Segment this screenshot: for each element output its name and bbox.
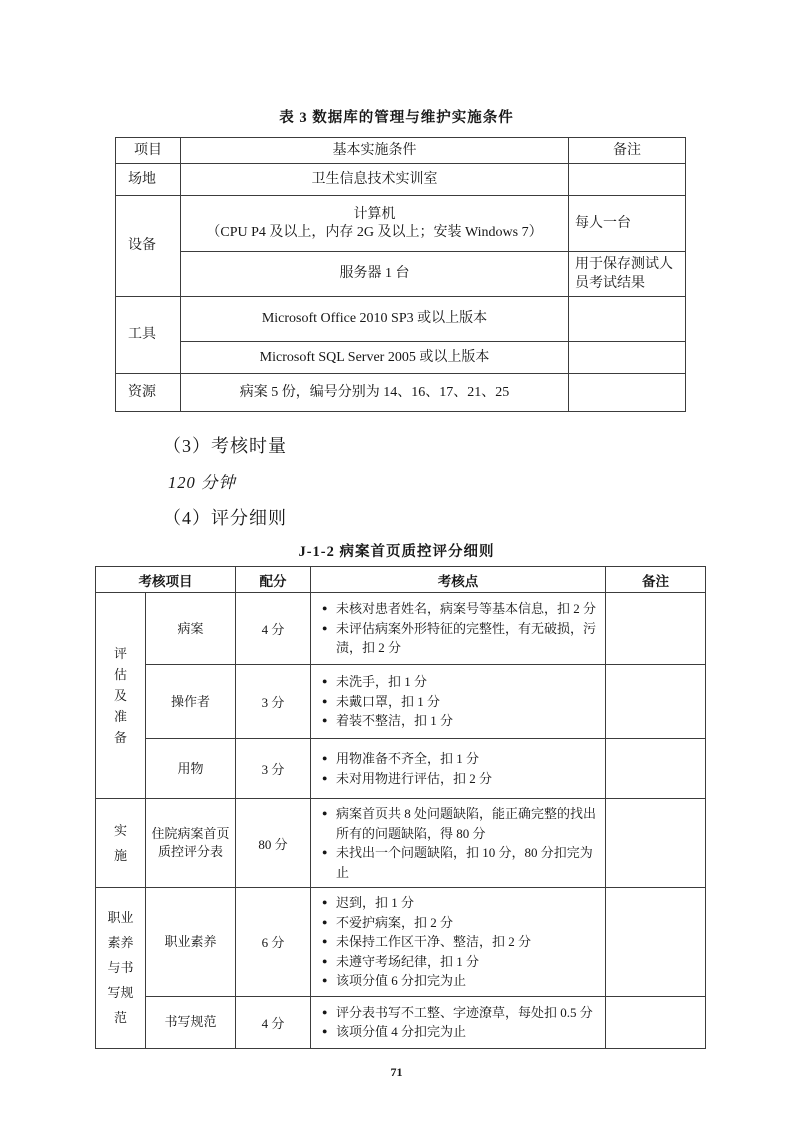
table1-header-condition: 基本实施条件 xyxy=(181,138,569,164)
bullet-icon: ● xyxy=(322,772,328,783)
table1-title: 表 3 数据库的管理与维护实施条件 xyxy=(279,110,514,126)
point-item xyxy=(322,843,597,882)
note-cell-sqlserver xyxy=(569,342,686,374)
computer-line1: 计算机 xyxy=(353,206,396,222)
condition-cell-resources: 病案 5 份，编号分别为 14、16、17、21、25 xyxy=(181,374,569,412)
note-cell-server: 用于保存测试人员考试结果 xyxy=(569,252,686,297)
point-text: 着装不整洁，扣 1 分 xyxy=(336,713,454,729)
bullet-icon: ● xyxy=(322,753,328,763)
item-cell-materials: 用物 xyxy=(146,739,236,799)
point-text: 未找出一个问题缺陷，扣 10 分，80 分扣完为止 xyxy=(336,845,593,880)
item-cell-operator: 操作者 xyxy=(146,665,236,739)
point-item xyxy=(322,893,597,913)
point-item xyxy=(322,932,597,952)
bullet-icon: ● xyxy=(322,676,328,687)
point-item xyxy=(322,619,597,658)
point-text: 该项分值 6 分扣完为止 xyxy=(336,973,467,988)
computer-line2: （CPU P4 及以上，内存 2G 及以上；安装 Windows 7） xyxy=(206,224,543,240)
bullet-icon: ● xyxy=(322,1026,328,1036)
table1-header-item: 项目 xyxy=(116,138,181,164)
bullet-icon: ● xyxy=(322,897,328,907)
point-text: 未洗手，扣 1 分 xyxy=(336,674,428,690)
score-cell-qc-score-sheet: 80 分 xyxy=(236,799,311,888)
point-text: 该项分值 4 分扣完为止 xyxy=(336,1024,467,1039)
note-cell-venue xyxy=(569,164,686,196)
item-cell-professionalism: 职业素养 xyxy=(146,888,236,997)
score-cell-operator: 3 分 xyxy=(236,665,311,739)
bullet-icon: ● xyxy=(322,936,328,946)
point-item xyxy=(322,913,597,933)
points-cell-professionalism xyxy=(311,888,606,997)
points-cell-medical-record xyxy=(311,593,606,665)
score-cell-materials: 3 分 xyxy=(236,739,311,799)
group-cell-professionalism-writing xyxy=(96,888,146,1049)
point-text: 未保持工作区干净、整洁，扣 2 分 xyxy=(336,934,532,949)
point-item xyxy=(322,599,597,619)
point-text: 未对用物进行评估，扣 2 分 xyxy=(336,770,493,786)
points-cell-materials xyxy=(311,739,606,799)
note-cell-medical-record xyxy=(606,593,706,665)
point-item xyxy=(322,672,597,692)
note-cell-operator xyxy=(606,665,706,739)
point-item xyxy=(322,1022,597,1042)
item-cell-tools: 工具 xyxy=(116,297,181,374)
table2-header-points: 考核点 xyxy=(311,567,606,593)
note-cell-computer: 每人一台 xyxy=(569,196,686,252)
note-cell-qc-score-sheet xyxy=(606,799,706,888)
points-cell-qc-score-sheet xyxy=(311,799,606,888)
point-item xyxy=(322,692,597,712)
condition-cell-venue: 卫生信息技术实训室 xyxy=(181,164,569,196)
point-item xyxy=(322,711,597,731)
bullet-icon: ● xyxy=(322,847,328,857)
point-item xyxy=(322,1003,597,1023)
bullet-icon: ● xyxy=(322,975,328,985)
score-cell-writing-standard: 4 分 xyxy=(236,996,311,1048)
point-text: 未评估病案外形特征的完整性，有无破损，污渍，扣 2 分 xyxy=(336,620,597,656)
table2-header-project: 考核项目 xyxy=(96,567,236,593)
note-cell-professionalism xyxy=(606,888,706,997)
item-cell-resources: 资源 xyxy=(116,374,181,412)
bullet-icon: ● xyxy=(322,603,328,614)
point-text: 未核对患者姓名，病案号等基本信息，扣 2 分 xyxy=(336,601,597,617)
bullet-icon: ● xyxy=(322,955,328,966)
item-cell-venue: 场地 xyxy=(116,164,181,196)
table2-header-score: 配分 xyxy=(236,567,311,593)
point-item xyxy=(322,952,597,972)
bullet-icon: ● xyxy=(322,1006,328,1017)
point-item xyxy=(322,971,597,991)
note-cell-writing-standard xyxy=(606,996,706,1048)
condition-cell-office: Microsoft Office 2010 SP3 或以上版本 xyxy=(181,297,569,342)
item-cell-writing-standard: 书写规范 xyxy=(146,996,236,1048)
bullet-icon: ● xyxy=(322,715,328,726)
group-label-professionalism-writing: 职业素养与书写规范 xyxy=(107,910,134,1026)
point-text: 未戴口罩，扣 1 分 xyxy=(336,693,441,709)
point-text: 评分表书写不工整、字迹潦草，每处扣 0.5 分 xyxy=(336,1004,593,1020)
group-cell-implementation xyxy=(96,799,146,888)
group-label-evaluation-preparation: 评估及准备 xyxy=(113,646,127,745)
note-cell-resources xyxy=(569,374,686,412)
table2-title: J-1-2 病案首页质控评分细则 xyxy=(298,544,495,560)
point-text: 未遵守考场纪律，扣 1 分 xyxy=(336,953,480,969)
table2-header-note: 备注 xyxy=(606,567,706,593)
bullet-icon: ● xyxy=(322,622,328,633)
point-item xyxy=(322,804,597,843)
point-text: 不爱护病案，扣 2 分 xyxy=(336,914,454,930)
note-cell-office xyxy=(569,297,686,342)
points-cell-operator xyxy=(311,665,606,739)
bullet-icon: ● xyxy=(322,808,328,818)
condition-cell-server: 服务器 1 台 xyxy=(181,252,569,297)
point-text: 病案首页共 8 处问题缺陷，能正确完整的找出所有的问题缺陷，得 80 分 xyxy=(336,806,597,841)
points-cell-writing-standard xyxy=(311,996,606,1048)
item-cell-qc-score-sheet: 住院病案首页质控评分表 xyxy=(146,799,236,888)
item-cell-equipment: 设备 xyxy=(116,196,181,297)
score-cell-professionalism: 6 分 xyxy=(236,888,311,997)
bullet-icon: ● xyxy=(322,916,328,927)
item-cell-medical-record: 病案 xyxy=(146,593,236,665)
bullet-icon: ● xyxy=(322,695,328,706)
scoring-rules-heading: （4）评分细则 xyxy=(163,508,287,528)
implementation-conditions-table xyxy=(115,137,686,412)
scoring-details-table xyxy=(95,566,706,1049)
score-cell-medical-record: 4 分 xyxy=(236,593,311,665)
assessment-time-heading: （3）考核时量 xyxy=(163,436,287,456)
point-text: 迟到，扣 1 分 xyxy=(336,895,415,910)
point-text: 用物准备不齐全，扣 1 分 xyxy=(336,751,480,766)
note-cell-materials xyxy=(606,739,706,799)
page-number: 71 xyxy=(390,1064,403,1079)
point-item xyxy=(322,769,597,789)
point-item xyxy=(322,749,597,769)
condition-cell-sqlserver: Microsoft SQL Server 2005 或以上版本 xyxy=(181,342,569,374)
condition-cell-computer xyxy=(181,196,569,252)
assessment-time-value: 120 分钟 xyxy=(168,473,236,492)
group-cell-evaluation-preparation xyxy=(96,593,146,799)
table1-header-note: 备注 xyxy=(569,138,686,164)
group-label-implementation: 实施 xyxy=(113,823,127,863)
